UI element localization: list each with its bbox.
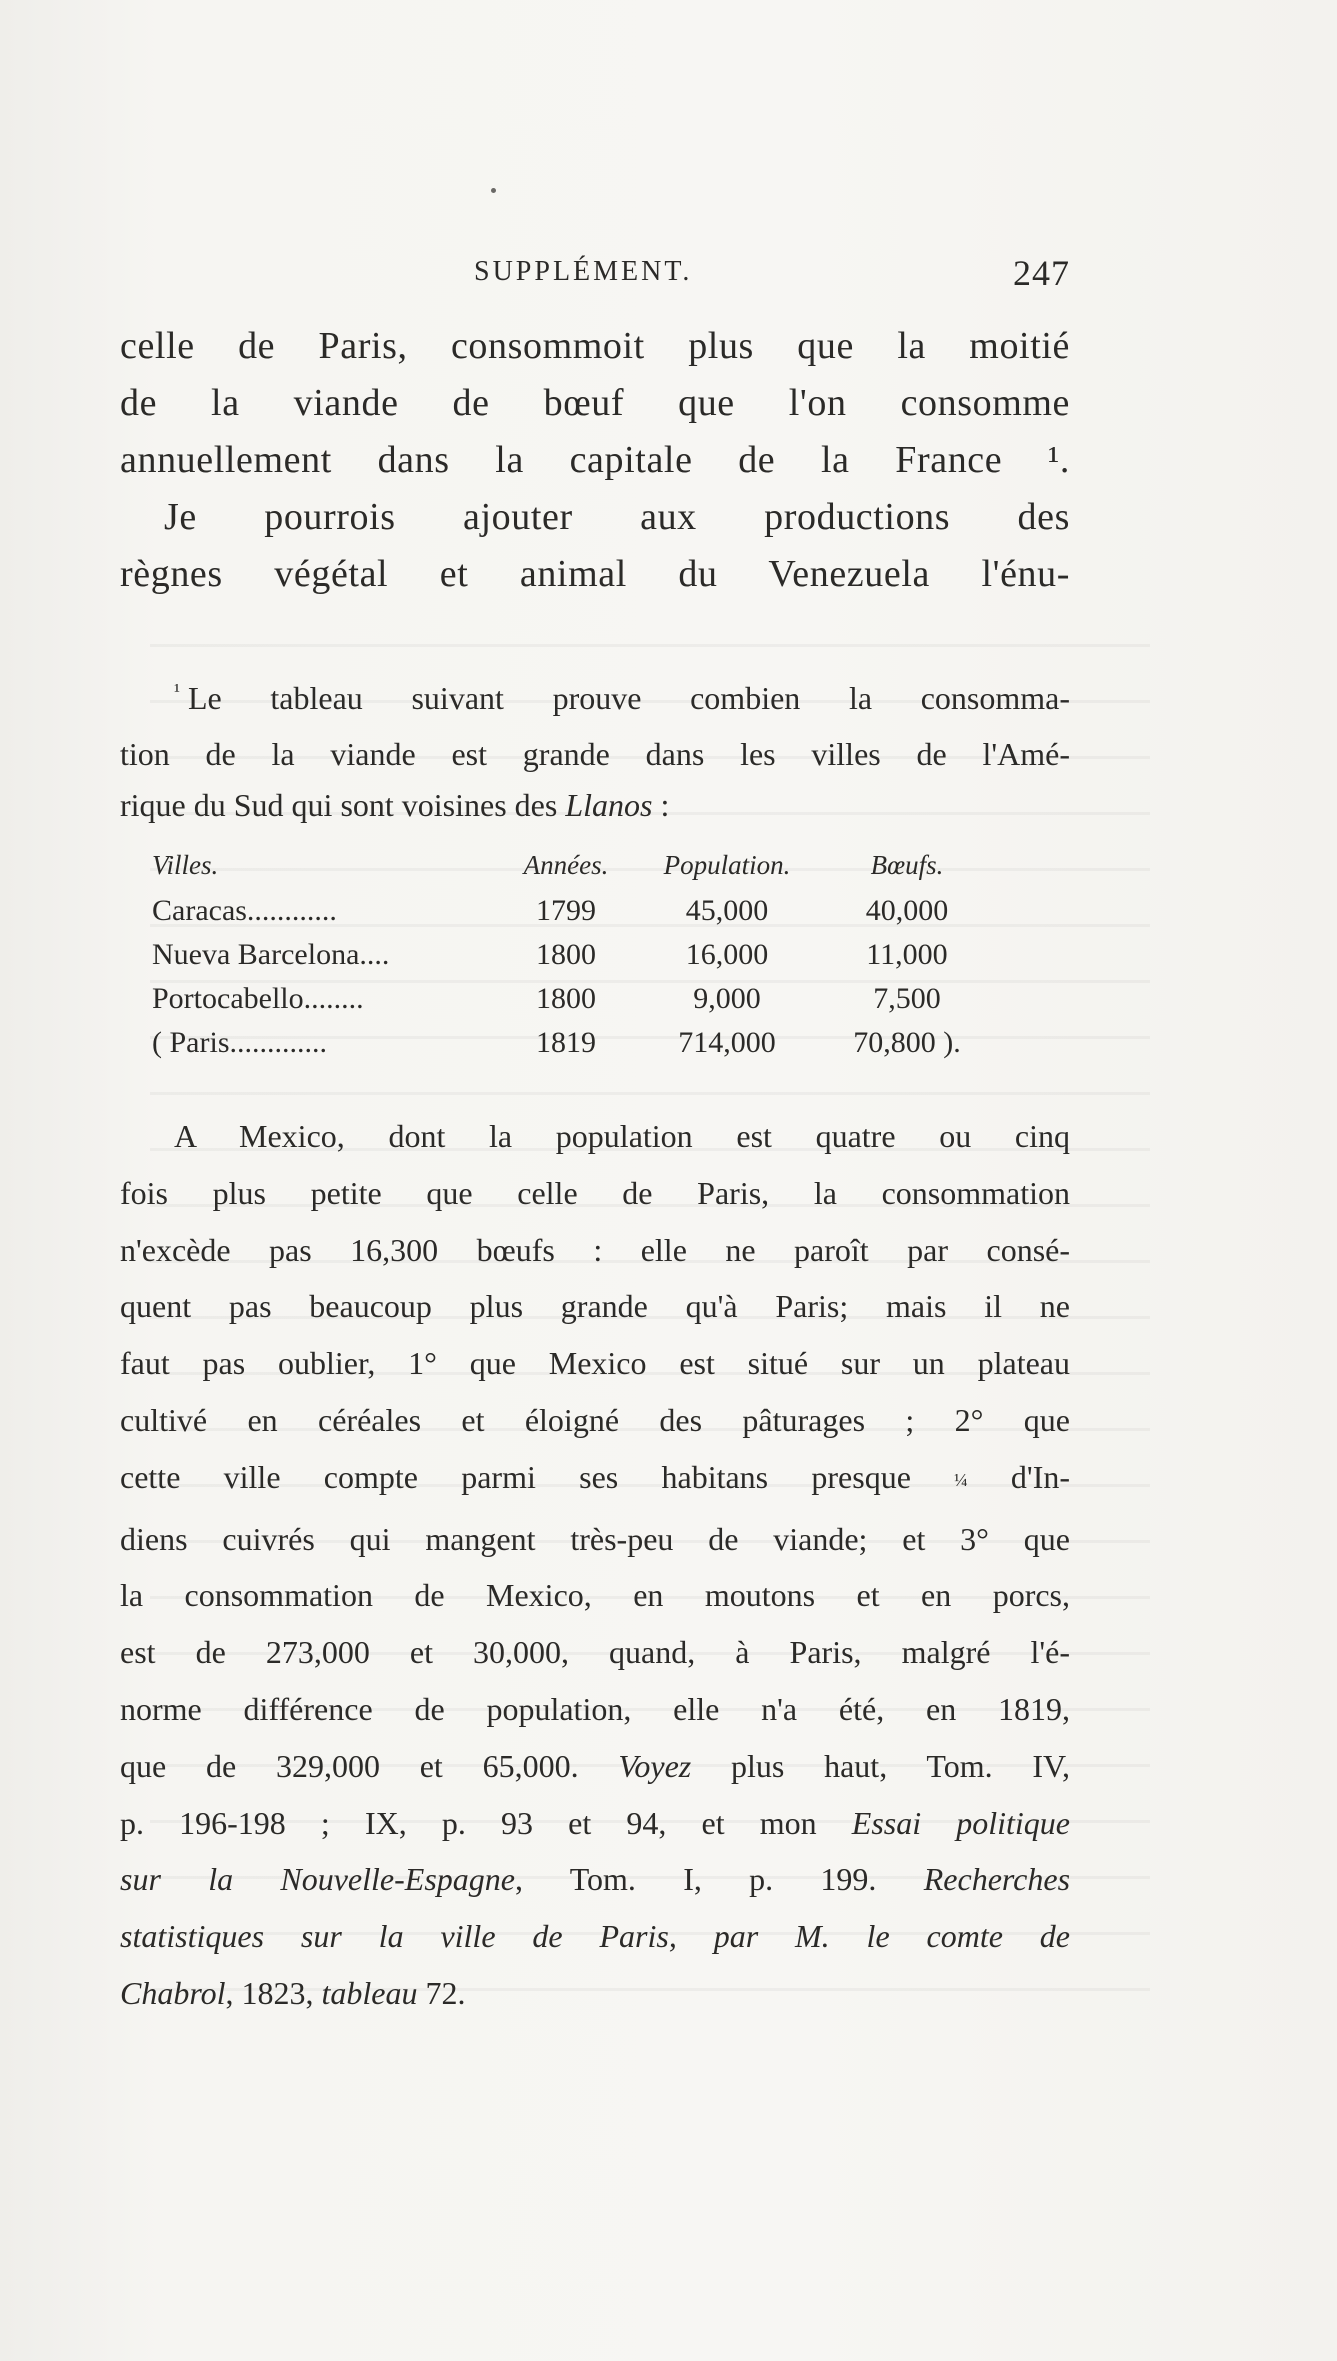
footnote-line: fois plus petite que celle de Paris, la consommation bbox=[120, 1174, 1070, 1211]
footnote-italic: Chabrol bbox=[120, 1974, 226, 2011]
footnote-line bbox=[120, 780, 1070, 831]
footnote-line: tion de la viande est grande dans les villes de l'Amé- bbox=[120, 736, 1070, 772]
oxen-cell: 70,800 ). bbox=[853, 1026, 961, 1059]
city-cell: Portocabello........ bbox=[152, 982, 364, 1015]
footnote-line bbox=[120, 1965, 1070, 2022]
city-cell: Nueva Barcelona.... bbox=[152, 938, 390, 971]
footnote-text: Le tableau suivant prouve combien la consomma- bbox=[188, 680, 1070, 716]
footnote-line: quent pas beaucoup plus grande qu'à Paris; mais il ne bbox=[120, 1288, 1070, 1325]
oxen-cell: 40,000 bbox=[865, 894, 949, 927]
footnote-text: rique du Sud qui sont voisines des bbox=[120, 787, 566, 823]
text-line: annuellement dans la capitale de la France ¹. bbox=[120, 439, 1070, 481]
footnote-line: statistiques sur la ville de Paris, par M. le comte de bbox=[120, 1918, 1070, 1955]
footnote-italic: Llanos bbox=[565, 787, 653, 823]
footnote-text: , 1823, bbox=[225, 1974, 322, 2011]
population-cell: 714,000 bbox=[678, 1026, 776, 1059]
footnote-line bbox=[120, 1449, 1070, 1511]
year-cell: 1819 bbox=[536, 1026, 596, 1059]
column-header-oxen: Bœufs. bbox=[870, 850, 944, 880]
oxen-cell: 11,000 bbox=[866, 938, 948, 971]
population-cell: 9,000 bbox=[693, 982, 761, 1015]
consumption-table bbox=[152, 850, 1082, 1070]
footnote-line: faut pas oublier, 1° que Mexico est situé sur un plateau bbox=[120, 1345, 1070, 1382]
table-header-row bbox=[152, 850, 1082, 894]
year-cell: 1799 bbox=[536, 894, 596, 927]
table-row bbox=[152, 982, 1082, 1026]
footnote-line: norme différence de population, elle n'a été, en 1819, bbox=[120, 1690, 1070, 1727]
footnote-text: 72. bbox=[417, 1974, 466, 2011]
fraction: ¼ bbox=[954, 1469, 968, 1490]
table-row bbox=[152, 1026, 1082, 1070]
footnote-italic: Essai politique bbox=[851, 1804, 1071, 1841]
population-cell: 45,000 bbox=[685, 894, 769, 927]
footnote-paragraph bbox=[120, 1108, 1070, 2022]
footnote-line bbox=[120, 1795, 1070, 1852]
text-line: de la viande de bœuf que l'on consomme bbox=[120, 382, 1070, 424]
text-line: Je pourrois ajouter aux productions des bbox=[164, 496, 1070, 538]
footnote-text: cette ville compte parmi ses habitans presque bbox=[120, 1458, 955, 1495]
footnote-text: plus haut, Tom. IV, bbox=[691, 1747, 1071, 1784]
column-header-year: Années. bbox=[523, 850, 609, 880]
footnote-line bbox=[120, 1851, 1070, 1908]
running-head bbox=[120, 252, 1070, 292]
column-header-city: Villes. bbox=[152, 850, 219, 880]
footnote-line: n'excède pas 16,300 bœufs : elle ne paroît par consé- bbox=[120, 1231, 1070, 1268]
footnote-intro bbox=[120, 673, 1070, 831]
text-line: règnes végétal et animal du Venezuela l'énu- bbox=[120, 553, 1070, 595]
footnote-italic: sur la Nouvelle-Espagne bbox=[120, 1861, 515, 1898]
main-text bbox=[120, 318, 1070, 603]
footnote-italic: tableau bbox=[321, 1974, 418, 2011]
running-title: SUPPLÉMENT. bbox=[474, 256, 693, 287]
footnote-text: p. 196-198 ; IX, p. 93 et 94, et mon bbox=[120, 1804, 852, 1841]
year-cell: 1800 bbox=[536, 938, 596, 971]
population-cell: 16,000 bbox=[685, 938, 769, 971]
city-cell: ( Paris............. bbox=[152, 1026, 327, 1059]
footnote-line: la consommation de Mexico, en moutons et en porcs, bbox=[120, 1577, 1070, 1614]
table-row bbox=[152, 938, 1082, 982]
page-number: 247 bbox=[1013, 253, 1070, 293]
footnote-line bbox=[120, 673, 1070, 729]
footnote-line: A Mexico, dont la population est quatre ou cinq bbox=[174, 1118, 1070, 1154]
year-cell: 1800 bbox=[536, 982, 596, 1015]
footnote-text: : bbox=[652, 787, 670, 823]
footnote-line bbox=[120, 1738, 1070, 1795]
table-row bbox=[152, 894, 1082, 938]
footnote-line: cultivé en céréales et éloigné des pâturages ; 2° que bbox=[120, 1401, 1070, 1438]
column-header-population: Population. bbox=[663, 850, 791, 880]
footnote-text: que de 329,000 et 65,000. bbox=[120, 1747, 619, 1784]
footnote-line: diens cuivrés qui mangent très-peu de viande; et 3° que bbox=[120, 1520, 1070, 1557]
footnote-text: d'In- bbox=[967, 1458, 1071, 1495]
footnote-line: est de 273,000 et 30,000, quand, à Paris, malgré l'é- bbox=[120, 1634, 1070, 1671]
city-cell: Caracas............ bbox=[152, 894, 337, 927]
ink-speck bbox=[491, 188, 496, 193]
footnote-text: , Tom. I, p. 199. bbox=[514, 1861, 924, 1898]
footnote-mark: ¹ bbox=[174, 680, 180, 702]
footnote-italic: Voyez bbox=[618, 1747, 692, 1784]
oxen-cell: 7,500 bbox=[873, 982, 941, 1015]
footnote-italic: Recherches bbox=[923, 1861, 1071, 1898]
text-line: celle de Paris, consommoit plus que la moitié bbox=[120, 325, 1070, 367]
